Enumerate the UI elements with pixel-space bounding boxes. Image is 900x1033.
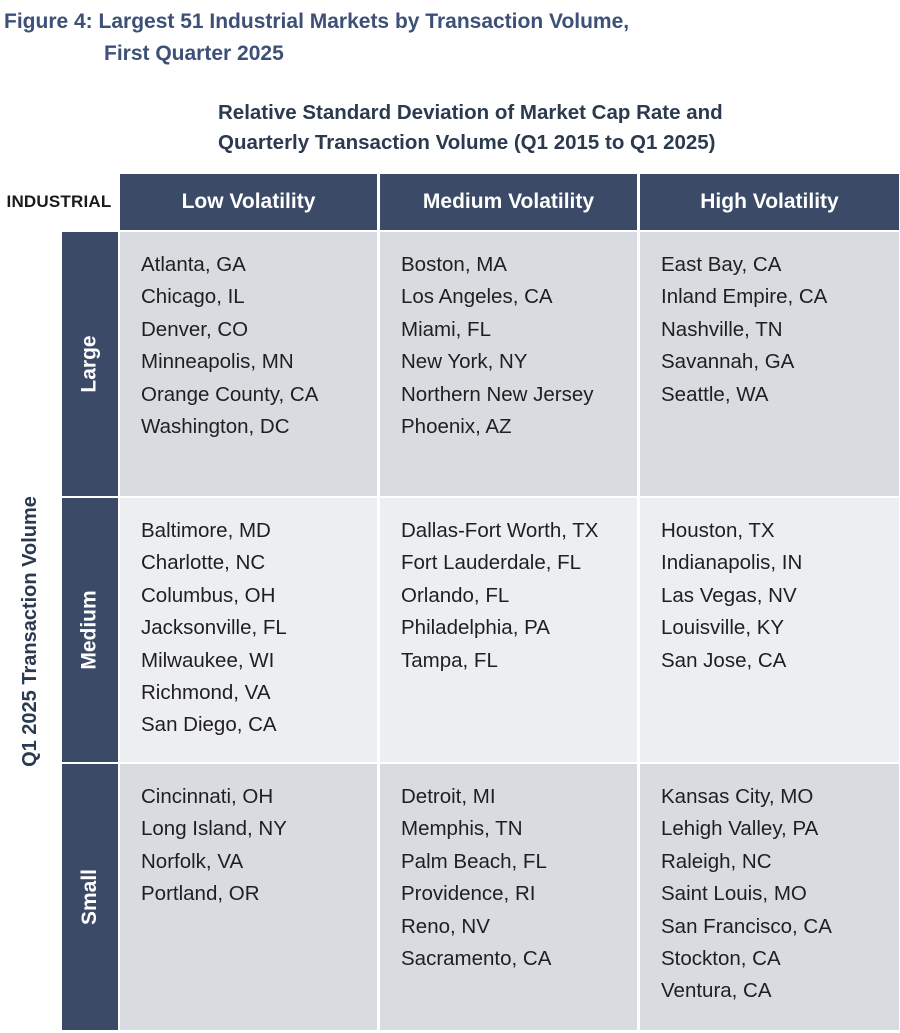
row-header-small-text: Small <box>78 868 101 926</box>
market-item: Stockton, CA <box>661 947 781 971</box>
market-item: Tampa, FL <box>401 648 498 672</box>
market-item: Denver, CO <box>141 317 249 341</box>
market-item: Orange County, CA <box>141 382 319 406</box>
column-header-high-volatility: High Volatility <box>640 174 899 230</box>
cell-medium-medium <box>380 498 637 762</box>
market-item: Palm Beach, FL <box>401 849 547 873</box>
market-item: Lehigh Valley, PA <box>661 817 819 841</box>
market-item: San Diego, CA <box>141 713 277 737</box>
market-item: Reno, NV <box>401 914 490 938</box>
market-item: Ventura, CA <box>661 979 772 1003</box>
market-item: Sacramento, CA <box>401 947 552 971</box>
market-item: Orlando, FL <box>401 583 510 607</box>
market-item: Miami, FL <box>401 317 491 341</box>
market-item: New York, NY <box>401 350 528 374</box>
market-item: San Jose, CA <box>661 648 787 672</box>
market-item: Las Vegas, NV <box>661 583 797 607</box>
market-item: Charlotte, NC <box>141 551 266 575</box>
cell-small-high <box>640 764 899 1030</box>
y-axis-label <box>0 232 60 1030</box>
market-item: East Bay, CA <box>661 253 782 276</box>
market-item: Detroit, MI <box>401 785 496 808</box>
market-item: Richmond, VA <box>141 681 271 705</box>
market-item: Dallas-Fort Worth, TX <box>401 519 599 542</box>
cell-small-medium <box>380 764 637 1030</box>
market-item: Washington, DC <box>141 415 290 439</box>
market-item: Baltimore, MD <box>141 519 271 542</box>
cell-large-medium <box>380 232 637 496</box>
market-item: Savannah, GA <box>661 350 795 374</box>
market-item: Nashville, TN <box>661 317 783 341</box>
market-item: Jacksonville, FL <box>141 616 287 640</box>
figure-title <box>4 6 894 70</box>
row-header-small <box>62 764 118 1030</box>
chart-subtitle-line-2: Quarterly Transaction Volume (Q1 2015 to Q1 2025) <box>218 131 716 154</box>
market-item: Minneapolis, MN <box>141 350 294 374</box>
market-item: Chicago, IL <box>141 285 245 309</box>
y-axis-label-text: Q1 2025 Transaction Volume <box>18 495 41 767</box>
market-item: Cincinnati, OH <box>141 785 274 808</box>
market-item: Portland, OR <box>141 882 260 906</box>
row-header-large-text: Large <box>78 335 101 393</box>
cell-small-low <box>120 764 377 1030</box>
chart-subtitle-line-1: Relative Standard Deviation of Market Cap Rate and <box>218 101 723 124</box>
market-item: Indianapolis, IN <box>661 551 803 575</box>
market-item: Houston, TX <box>661 519 775 542</box>
market-item: Phoenix, AZ <box>401 415 512 439</box>
market-item: Los Angeles, CA <box>401 285 553 309</box>
market-item: Columbus, OH <box>141 583 276 607</box>
corner-label: INDUSTRIAL <box>6 192 112 211</box>
market-item: Boston, MA <box>401 253 507 276</box>
market-item: Memphis, TN <box>401 817 523 841</box>
market-item: Seattle, WA <box>661 382 769 406</box>
market-item: Providence, RI <box>401 882 536 906</box>
figure-title-line-2: First Quarter 2025 <box>104 42 284 65</box>
market-item: Philadelphia, PA <box>401 616 550 640</box>
cell-medium-low <box>120 498 377 762</box>
row-header-large <box>62 232 118 496</box>
chart-subtitle <box>218 98 878 158</box>
market-item: Louisville, KY <box>661 616 785 640</box>
market-item: Fort Lauderdale, FL <box>401 551 582 575</box>
market-item: San Francisco, CA <box>661 914 832 938</box>
column-header-low-volatility: Low Volatility <box>120 174 377 230</box>
column-header-medium-volatility: Medium Volatility <box>380 174 637 230</box>
cell-large-low <box>120 232 377 496</box>
market-item: Inland Empire, CA <box>661 285 828 309</box>
market-item: Atlanta, GA <box>141 253 246 276</box>
market-item: Milwaukee, WI <box>141 648 275 672</box>
row-header-medium <box>62 498 118 762</box>
market-item: Long Island, NY <box>141 817 287 841</box>
market-item: Northern New Jersey <box>401 382 594 406</box>
cell-medium-high <box>640 498 899 762</box>
row-header-medium-text: Medium <box>78 590 101 670</box>
market-item: Kansas City, MO <box>661 785 814 808</box>
cell-large-high <box>640 232 899 496</box>
market-item: Norfolk, VA <box>141 849 244 873</box>
figure-title-line-1: Figure 4: Largest 51 Industrial Markets by Transaction Volume, <box>4 10 630 33</box>
market-item: Raleigh, NC <box>661 849 772 873</box>
market-item: Saint Louis, MO <box>661 882 807 906</box>
